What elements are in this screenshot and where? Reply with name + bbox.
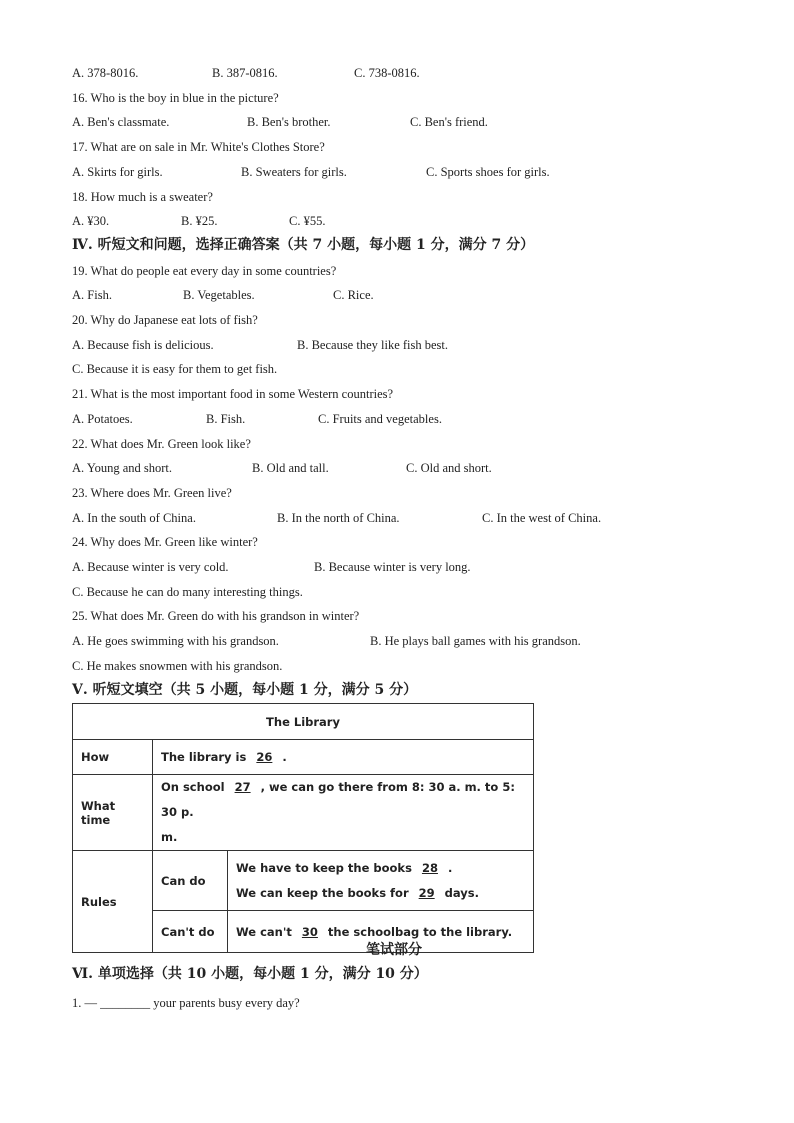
question-1: 1. — ________ your parents busy every day? xyxy=(72,996,300,1010)
option-c: C. Ben's friend. xyxy=(410,115,488,129)
question-21: 21. What is the most important food in some Western countries? xyxy=(72,387,394,401)
option-c: C. 738-0816. xyxy=(354,66,420,80)
cando-days: days. xyxy=(444,885,480,900)
blank-30[interactable]: 30 xyxy=(301,924,318,939)
option-a: A. Young and short. xyxy=(72,461,173,475)
cando-cell: We have to keep the books 28 . We can keep the books for 29 days. xyxy=(228,851,534,911)
option-b: B. 387-0816. xyxy=(212,66,278,80)
written-part-label: 笔试部分 xyxy=(366,942,422,958)
rules-label: Rules xyxy=(73,851,153,953)
option-b: B. Sweaters for girls. xyxy=(241,165,347,179)
question-17: 17. What are on sale in Mr. White's Clothes Store? xyxy=(72,140,325,154)
option-a: A. Skirts for girls. xyxy=(72,165,163,179)
section-5-title: Ⅴ. 听短文填空（共 5 小题，每小题 1 分，满分 5 分） xyxy=(72,682,418,698)
question-25: 25. What does Mr. Green do with his grandson in winter? xyxy=(72,609,360,623)
option-b: B. In the north of China. xyxy=(277,511,400,525)
cando-label: Can do xyxy=(153,851,228,911)
question-20: 20. Why do Japanese eat lots of fish? xyxy=(72,313,258,327)
section-4-title: Ⅳ. 听短文和问题，选择正确答案（共 7 小题，每小题 1 分，满分 7 分） xyxy=(72,237,535,253)
option-c: C. In the west of China. xyxy=(482,511,602,525)
option-a: A. Fish. xyxy=(72,288,112,302)
question-24: 24. Why does Mr. Green like winter? xyxy=(72,535,258,549)
how-label: How xyxy=(73,740,153,775)
blank-29[interactable]: 29 xyxy=(418,885,435,900)
library-table xyxy=(72,703,534,953)
question-19: 19. What do people eat every day in some countries? xyxy=(72,264,337,278)
cantdo-label: Can't do xyxy=(153,911,228,953)
table-title: The Library xyxy=(73,704,534,740)
blank-26[interactable]: 26 xyxy=(256,750,273,764)
option-b: B. Fish. xyxy=(206,412,246,426)
time-cell xyxy=(153,775,534,851)
option-a: A. He goes swimming with his grandson. xyxy=(72,634,279,648)
blank-27[interactable]: 27 xyxy=(234,780,251,794)
option-c: C. Fruits and vegetables. xyxy=(318,412,442,426)
option-b: B. He plays ball games with his grandson. xyxy=(370,634,581,648)
time-text-2: , we can go there from 8: 30 a. m. to 5: 30 p. xyxy=(161,780,515,819)
option-a: A. Because winter is very cold. xyxy=(72,560,229,574)
question-18: 18. How much is a sweater? xyxy=(72,190,213,204)
option-a: A. Because fish is delicious. xyxy=(72,338,214,352)
question-22: 22. What does Mr. Green look like? xyxy=(72,437,251,451)
cantdo-text-1: We can't xyxy=(236,924,292,939)
option-a: A. Potatoes. xyxy=(72,412,133,426)
option-b: B. ¥25. xyxy=(181,214,218,228)
cando-text-1: We have to keep the books xyxy=(236,860,412,875)
q20-option-c: C. Because it is easy for them to get fish. xyxy=(72,362,278,376)
how-cell: The library is 26 . xyxy=(153,740,534,775)
option-b: B. Vegetables. xyxy=(183,288,255,302)
section-6-title: Ⅵ. 单项选择（共 10 小题，每小题 1 分，满分 10 分） xyxy=(72,966,428,982)
option-c: C. Rice. xyxy=(333,288,374,302)
option-a: A. ¥30. xyxy=(72,214,110,228)
option-a: A. In the south of China. xyxy=(72,511,196,525)
cando-text-2: We can keep the books for xyxy=(236,885,409,900)
how-text: The library is xyxy=(161,750,247,764)
q25-option-c: C. He makes snowmen with his grandson. xyxy=(72,659,283,673)
option-a: A. Ben's classmate. xyxy=(72,115,170,129)
option-c: C. ¥55. xyxy=(289,214,326,228)
time-text-3: m. xyxy=(161,830,178,844)
option-b: B. Because they like fish best. xyxy=(297,338,449,352)
time-text-1: On school xyxy=(161,780,225,794)
option-b: B. Because winter is very long. xyxy=(314,560,471,574)
blank-28[interactable]: 28 xyxy=(421,860,438,875)
option-c: C. Old and short. xyxy=(406,461,492,475)
cantdo-text-2: the schoolbag to the library. xyxy=(327,924,513,939)
option-b: B. Ben's brother. xyxy=(247,115,331,129)
question-23: 23. Where does Mr. Green live? xyxy=(72,486,232,500)
q24-option-c: C. Because he can do many interesting things. xyxy=(72,585,303,599)
option-b: B. Old and tall. xyxy=(252,461,329,475)
time-label: What time xyxy=(73,775,153,851)
question-16: 16. Who is the boy in blue in the picture? xyxy=(72,91,279,105)
option-c: C. Sports shoes for girls. xyxy=(426,165,550,179)
option-a: A. 378-8016. xyxy=(72,66,139,80)
